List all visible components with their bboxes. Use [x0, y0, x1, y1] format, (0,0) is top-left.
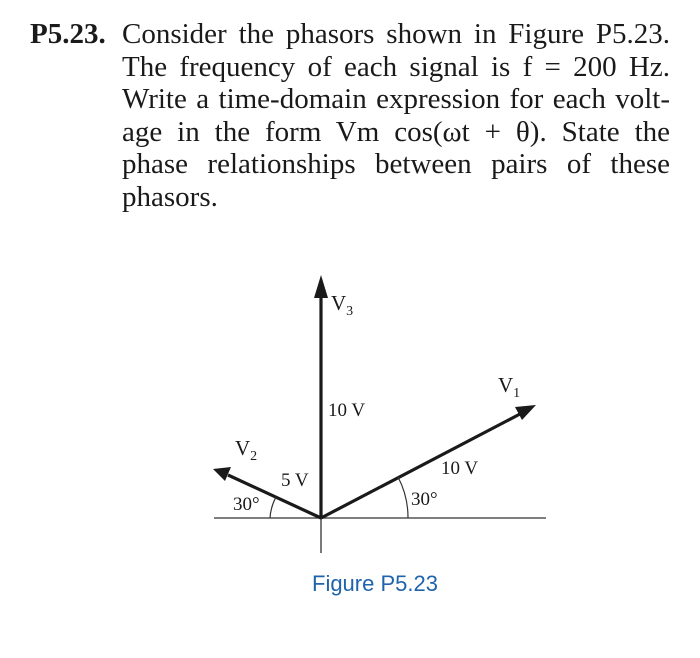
phasor-v3-name: $V_3$ — [331, 291, 354, 319]
problem-line: The frequency of each signal is f = 200 Hz. — [122, 50, 670, 83]
angle-arc-v1 — [398, 477, 408, 518]
problem-line: age in the form Vm cos(ωt + θ). State the — [122, 115, 670, 148]
figure-caption: Figure P5.23 — [312, 571, 438, 596]
phasor-v3-arrowhead — [314, 275, 328, 298]
phasor-v2-name: $V_2$ — [235, 436, 258, 464]
phasor-v1-angle: 30° — [411, 489, 438, 510]
problem-line: Write a time-domain expression for each volt- — [122, 83, 670, 115]
phasor-v2-angle: 30° — [233, 494, 260, 515]
problem-line: phasors. — [122, 180, 218, 213]
phasor-v1-magnitude: 10 V — [441, 458, 479, 479]
problem-line: phase relationships between pairs of these — [122, 148, 670, 180]
phasor-v1-name: $V_1$ — [498, 373, 521, 401]
phasor-v2-magnitude: 5 V — [281, 470, 309, 491]
phasor-v1-arrowhead — [515, 405, 536, 420]
angle-arc-v2 — [270, 497, 276, 518]
phasor-v2-arrowhead — [213, 467, 231, 481]
problem-line: Consider the phasors shown in Figure P5.23. — [122, 18, 670, 50]
phasor-v3-magnitude: 10 V — [328, 400, 366, 421]
problem-number: P5.23. — [30, 18, 106, 50]
